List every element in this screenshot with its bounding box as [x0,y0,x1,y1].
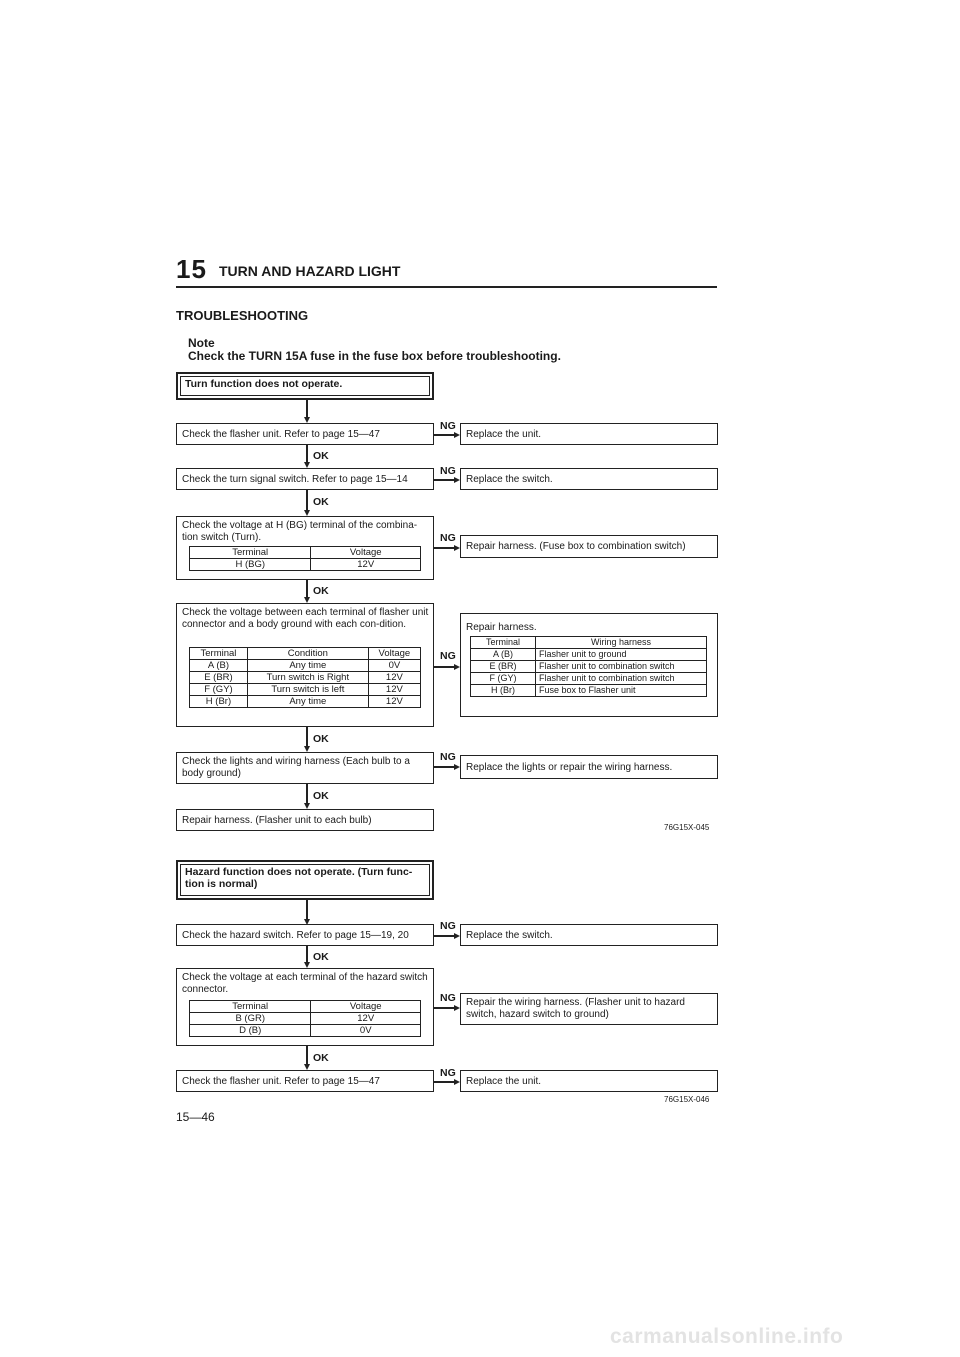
table-cell: H (BG) [190,559,311,571]
flow1-step2-text: Check the turn signal switch. Refer to page 15—14 [182,474,408,485]
flow2-step3-text: Check the flasher unit. Refer to page 15—47 [182,1076,380,1087]
flow1-result1-text: Replace the unit. [466,429,542,440]
flow1-step2-box [176,468,434,490]
figure-code: 76G15X-045 [664,823,710,832]
table-cell: 12V [368,672,420,684]
ng-connector [434,1081,454,1083]
figure-code: 76G15X-046 [664,1095,710,1104]
table-header: Voltage [368,648,420,660]
flow1-result1-box [460,423,718,445]
header-rule [176,286,717,288]
chapter-title: TURN AND HAZARD LIGHT [219,263,401,279]
table-cell: 12V [368,684,420,696]
chapter-number: 15 [176,254,207,284]
connector [306,1046,308,1066]
table-cell: Flasher unit to combination switch [536,661,707,673]
ng-label: NG [440,751,456,763]
ng-connector [434,935,454,937]
flow1-title: Turn function does not operate. [185,378,343,390]
table-cell: Any time [247,696,368,708]
table-cell: B (GR) [190,1013,311,1025]
table-header: Voltage [311,1001,421,1013]
flow1-step4-text: Check the voltage between each terminal of flasher unit connector and a body ground with each con-dition. [182,607,429,630]
table-cell: 12V [311,1013,421,1025]
ng-label: NG [440,465,456,477]
table-cell: 0V [368,660,420,672]
table-header: Terminal [190,648,248,660]
table-cell: A (B) [190,660,248,672]
flow1-result5-text: Replace the lights or repair the wiring harness. [466,762,673,773]
ng-label: NG [440,920,456,932]
flow1-step5-box [176,752,434,784]
flow1-title-box [176,372,434,400]
flow1-step1-text: Check the flasher unit. Refer to page 15—47 [182,429,380,440]
ok-label: OK [313,496,329,508]
flow1-step4-table [189,647,421,708]
flow2-result1-text: Replace the switch. [466,930,553,941]
flow1-result3-box [460,535,718,558]
flow1-step6-text: Repair harness. (Flasher unit to each bulb) [182,815,372,826]
flow1-result4-text: Repair harness. [466,622,537,633]
connector [306,900,308,920]
flow2-step2-table [189,1000,421,1037]
table-cell: H (Br) [190,696,248,708]
ng-connector [434,766,454,768]
connector [306,784,308,804]
table-cell: A (B) [471,649,536,661]
note-label: Note [188,336,215,350]
table-header: Terminal [190,1001,311,1013]
ng-label: NG [440,532,456,544]
table-cell: H (Br) [471,685,536,697]
flow2-title-box [176,860,434,900]
flow2-result1-box [460,924,718,946]
table-cell: F (GY) [190,684,248,696]
flow1-result2-text: Replace the switch. [466,474,553,485]
table-cell: 0V [311,1025,421,1037]
ng-connector [434,434,454,436]
table-cell: Turn switch is left [247,684,368,696]
connector [306,400,308,418]
connector [306,580,308,598]
table-cell: Fuse box to Flasher unit [536,685,707,697]
flow2-step1-box [176,924,434,946]
flow2-result3-text: Replace the unit. [466,1076,542,1087]
table-cell: 12V [311,559,421,571]
flow2-result2-box [460,993,718,1025]
ok-label: OK [313,951,329,963]
ng-connector [434,666,454,668]
table-header: Terminal [190,547,311,559]
table-cell: F (GY) [471,673,536,685]
ok-label: OK [313,450,329,462]
page-number: 15—46 [176,1110,215,1124]
ng-connector [434,479,454,481]
table-header: Terminal [471,637,536,649]
flow1-result5-box [460,755,718,779]
flow2-title: Hazard function does not operate. (Turn func-tion is normal) [185,866,413,890]
ng-connector [434,1007,454,1009]
table-header: Condition [247,648,368,660]
table-cell: Flasher unit to combination switch [536,673,707,685]
table-cell: Turn switch is Right [247,672,368,684]
ng-label: NG [440,650,456,662]
flow1-step6-box [176,809,434,831]
table-header: Wiring harness [536,637,707,649]
ng-label: NG [440,992,456,1004]
table-cell: 12V [368,696,420,708]
ng-label: NG [440,1067,456,1079]
flow1-step3-text: Check the voltage at H (BG) terminal of the combina-tion switch (Turn). [182,520,418,543]
flow2-step3-box [176,1070,434,1092]
flow1-result3-text: Repair harness. (Fuse box to combination switch) [466,541,686,552]
table-cell: Flasher unit to ground [536,649,707,661]
ok-label: OK [313,790,329,802]
table-cell: D (B) [190,1025,311,1037]
ng-label: NG [440,420,456,432]
flow2-step2-text: Check the voltage at each terminal of the hazard switch connector. [182,972,428,995]
connector [306,445,308,463]
table-cell: E (BR) [471,661,536,673]
flow1-result2-box [460,468,718,490]
note-text: Check the TURN 15A fuse in the fuse box before troubleshooting. [188,349,561,363]
ok-label: OK [313,1052,329,1064]
connector [306,490,308,512]
flow1-step3-table [189,546,421,571]
flow2-step1-text: Check the hazard switch. Refer to page 15—19, 20 [182,930,409,941]
ng-connector [434,547,454,549]
ok-label: OK [313,733,329,745]
section-title: TROUBLESHOOTING [176,308,309,323]
table-cell: E (BR) [190,672,248,684]
watermark: carmanualsonline.info [610,1325,844,1348]
flow2-result2-text: Repair the wiring harness. (Flasher unit to hazard switch, hazard switch to ground) [466,997,685,1020]
ok-label: OK [313,585,329,597]
flow1-step1-box [176,423,434,445]
connector [306,727,308,747]
flow1-step5-text: Check the lights and wiring harness (Each bulb to a body ground) [182,756,410,779]
flow2-result3-box [460,1070,718,1092]
table-header: Voltage [311,547,421,559]
table-cell: Any time [247,660,368,672]
flow1-result4-table [470,636,707,697]
